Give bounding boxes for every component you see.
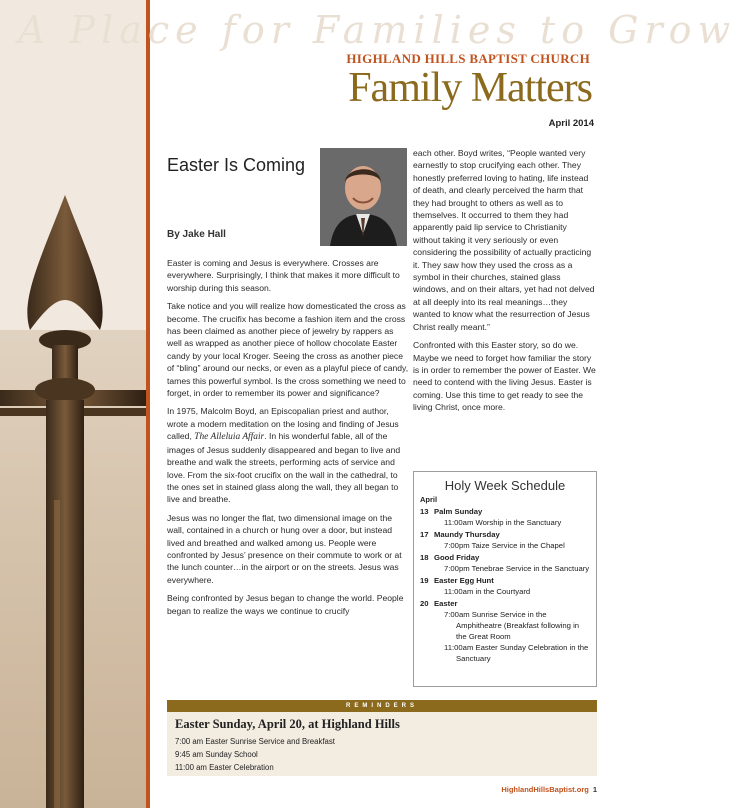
page-footer xyxy=(470,785,597,794)
event-title: Maundy Thursday xyxy=(434,530,500,539)
fence-finial-illustration xyxy=(0,0,146,808)
event-day: 18 xyxy=(420,553,429,562)
church-name: HIGHLAND HILLS BAPTIST CHURCH xyxy=(346,51,590,66)
masthead-title: Family Matters xyxy=(348,65,592,111)
author-portrait-icon xyxy=(320,148,407,246)
article-paragraph: Being confronted by Jesus began to change the world. People began to realize the ways we continue to crucify xyxy=(167,593,404,616)
event-day: 19 xyxy=(420,576,429,585)
event-title: Easter xyxy=(434,599,458,608)
article-paragraph: Easter is coming and Jesus is everywhere. Crosses are everywhere. Surprisingly, I think that makes it more difficult to worship during this season. xyxy=(167,258,400,293)
event-detail: 11:00am in the Courtyard xyxy=(444,587,531,596)
event-detail: 7:00am Sunrise Service in the Amphitheatre (Breakfast following in the Great Room xyxy=(444,610,580,641)
website-link[interactable]: HighlandHillsBaptist.org xyxy=(501,785,589,794)
reminder-line: 7:00 am Easter Sunrise Service and Breakfast xyxy=(175,737,335,746)
schedule-event xyxy=(420,598,590,664)
decorative-fence-photo xyxy=(0,0,146,808)
article-text: . In his wonderful fable, all of the images of Jesus suddenly disappeared and began to live and breathe and walk the streets, performing acts of service and love. From the six-foot crucifix on the wall in the cathedral, to the ones set in stained glass along the wall, they all began to live and breathe. xyxy=(167,431,401,505)
watermark-tagline: A Place for Families to Grow xyxy=(18,8,736,52)
reminder-line: 11:00 am Easter Celebration xyxy=(175,763,274,772)
article-paragraph xyxy=(167,405,409,505)
issue-date: April 2014 xyxy=(548,118,594,129)
holy-week-schedule xyxy=(413,471,597,687)
article-column-left xyxy=(167,257,409,623)
article-text: In 1975, Malcolm Boyd, an Episcopalian priest and author, wrote a modern meditation on the losing and finding of Jesus called, xyxy=(167,406,399,442)
article-byline: By Jake Hall xyxy=(167,229,226,240)
schedule-month: April xyxy=(420,495,438,504)
reminder-title: Easter Sunday, April 20, at Highland Hills xyxy=(175,717,400,731)
article-paragraph: Take notice and you will realize how domesticated the cross as become. The crucifix has become a fashion item and the cross has been claimed as another piece of jewelry by rappers as well as wrapped as another piece of hollow chocolate Easter candy by your local Kroger. Seeing the cross as another piece of “bling” around our necks, or even as a playful piece of candy, tames this powerful symbol. Is the cross something we need to forget, in order to remember its power and significance? xyxy=(167,301,409,399)
article-paragraph: Confronted with this Easter story, so do we. Maybe we need to forget how familiar the story is in order to remember the power of Easter. We need to contend with the living Jesus. Easter is coming. Use this time to get ready to see the living Christ, once more. xyxy=(413,340,596,413)
article-column-right xyxy=(413,147,596,420)
event-title: Easter Egg Hunt xyxy=(434,576,494,585)
author-photo xyxy=(320,148,407,246)
event-detail: 7:00pm Taize Service in the Chapel xyxy=(444,541,565,550)
reminder-line: 9:45 am Sunday School xyxy=(175,750,258,759)
reminders-box xyxy=(167,712,597,776)
event-detail: 11:00am Worship in the Sanctuary xyxy=(444,518,562,527)
book-title: The Alleluia Affair xyxy=(194,432,265,443)
article-paragraph: each other. Boyd writes, “People wanted very earnestly to stop crucifying each other. They honestly preferred loving to hating, life instead of death, and clearly perceived the harm that they had brought to others as well as to themselves. It occurred to them they had apparently paid lip service to Christianity without taking it very seriously or even considering the possibility of actually practicing it. They saw how they used the cross as a symbol in their churches, stained glass windows, and on their altars, yet had not delved at all deeply into its real meanings…they wanted to know what the resurrection of Jesus Christ really meant.” xyxy=(413,148,595,332)
event-title: Palm Sunday xyxy=(434,507,483,516)
event-detail: 7:00pm Tenebrae Service in the Sanctuary xyxy=(444,564,590,573)
schedule-event xyxy=(420,552,590,574)
event-detail: 11:00am Easter Sunday Celebration in the Sanctuary xyxy=(444,643,589,663)
schedule-event xyxy=(420,506,590,528)
event-day: 20 xyxy=(420,599,429,608)
schedule-title: Holy Week Schedule xyxy=(444,478,566,493)
accent-rule xyxy=(146,0,150,808)
event-day: 13 xyxy=(420,507,429,516)
schedule-event xyxy=(420,529,590,551)
reminders-bar: REMINDERS xyxy=(167,700,597,712)
schedule-event xyxy=(420,575,590,597)
article-paragraph: Jesus was no longer the flat, two dimensional image on the wall, contained in a church or hung over a door, but instead lived and breathed and walked among us. People were confronted by Jesus’ presence on their commute to work or at the lunch counter…in the airport or on the streets. Jesus was everywhere. xyxy=(167,512,402,585)
event-day: 17 xyxy=(420,530,429,539)
page-number: 1 xyxy=(592,785,597,794)
event-title: Good Friday xyxy=(434,553,480,562)
article-headline: Easter Is Coming xyxy=(167,155,306,175)
